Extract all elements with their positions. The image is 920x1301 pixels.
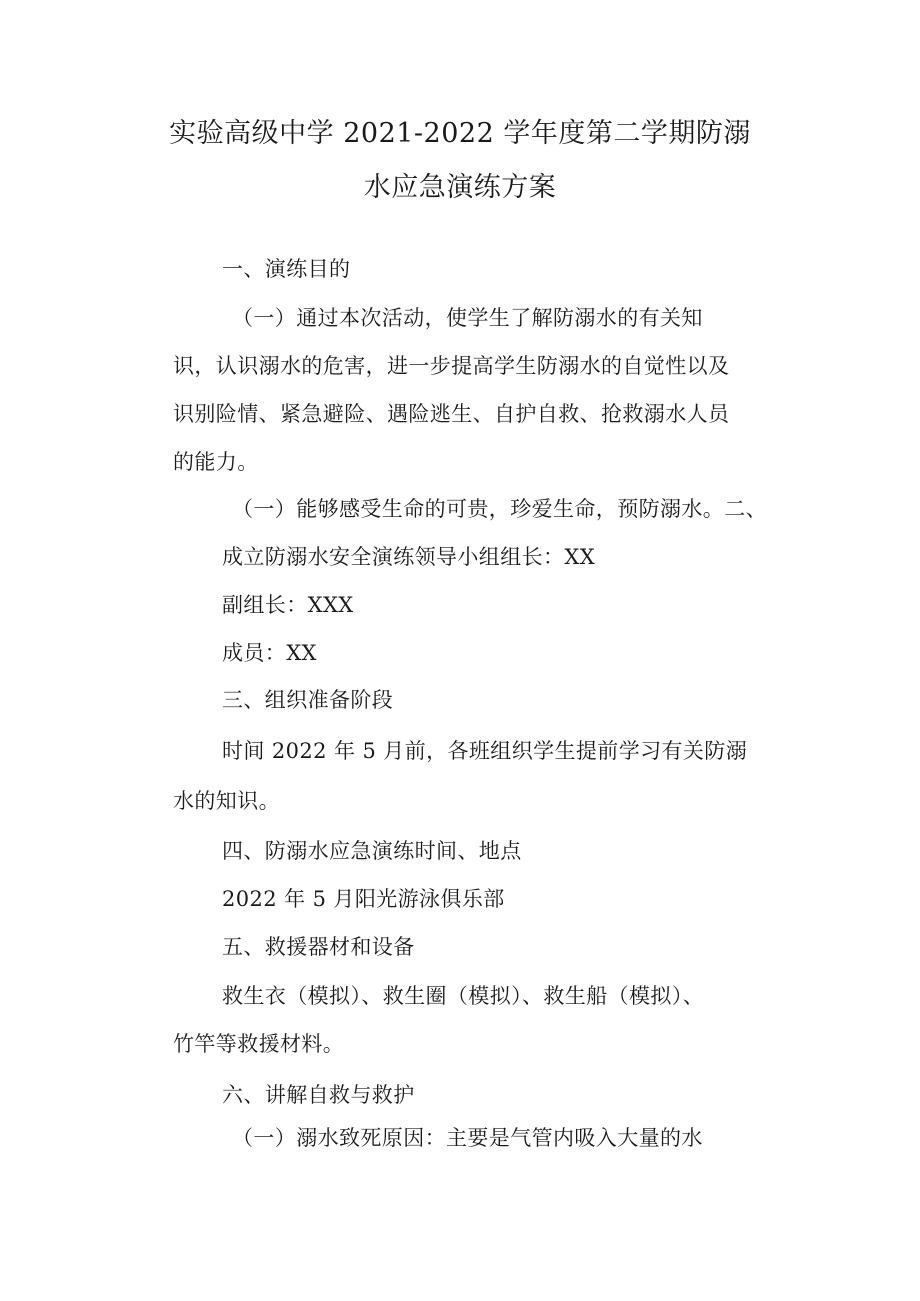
paragraph-line: 时间 2022 年 5 月前，各班组织学生提前学习有关防溺 <box>222 739 748 763</box>
document-title-line-2: 水应急演练方案 <box>363 172 557 203</box>
paragraph-line: 副组长：XXX <box>222 593 354 617</box>
paragraph-line: （一）溺水致死原因：主要是气管内吸入大量的水 <box>232 1126 703 1150</box>
section-heading-6: 六、讲解自救与救护 <box>222 1083 415 1107</box>
paragraph-line: 2022 年 5 月阳光游泳俱乐部 <box>222 887 505 911</box>
paragraph-line: 竹竿等救援材料。 <box>173 1032 345 1056</box>
paragraph-line: 识，认识溺水的危害，进一步提高学生防溺水的自觉性以及 <box>173 354 730 378</box>
section-heading-4: 四、防溺水应急演练时间、地点 <box>222 839 522 863</box>
paragraph-line: 救生衣（模拟）、救生圈（模拟）、救生船（模拟）、 <box>222 984 705 1008</box>
paragraph-line: （一）通过本次活动，使学生了解防溺水的有关知 <box>232 306 703 330</box>
section-heading-3: 三、组织准备阶段 <box>222 688 394 712</box>
section-heading-5: 五、救援器材和设备 <box>222 935 415 959</box>
paragraph-line: 成员：XX <box>222 641 317 665</box>
paragraph-line: （一）能够感受生命的可贵，珍爱生命，预防溺水。二、 <box>232 497 767 521</box>
section-heading-1: 一、演练目的 <box>222 257 351 281</box>
paragraph-line: 识别险情、紧急避险、遇险逃生、自护自救、抢救溺水人员 <box>173 402 730 426</box>
document-title-line-1: 实验高级中学 2021-2022 学年度第二学期防溺 <box>169 118 751 149</box>
paragraph-line: 成立防溺水安全演练领导小组组长：XX <box>222 545 596 569</box>
paragraph-line: 的能力。 <box>173 450 259 474</box>
paragraph-line: 水的知识。 <box>173 789 280 813</box>
